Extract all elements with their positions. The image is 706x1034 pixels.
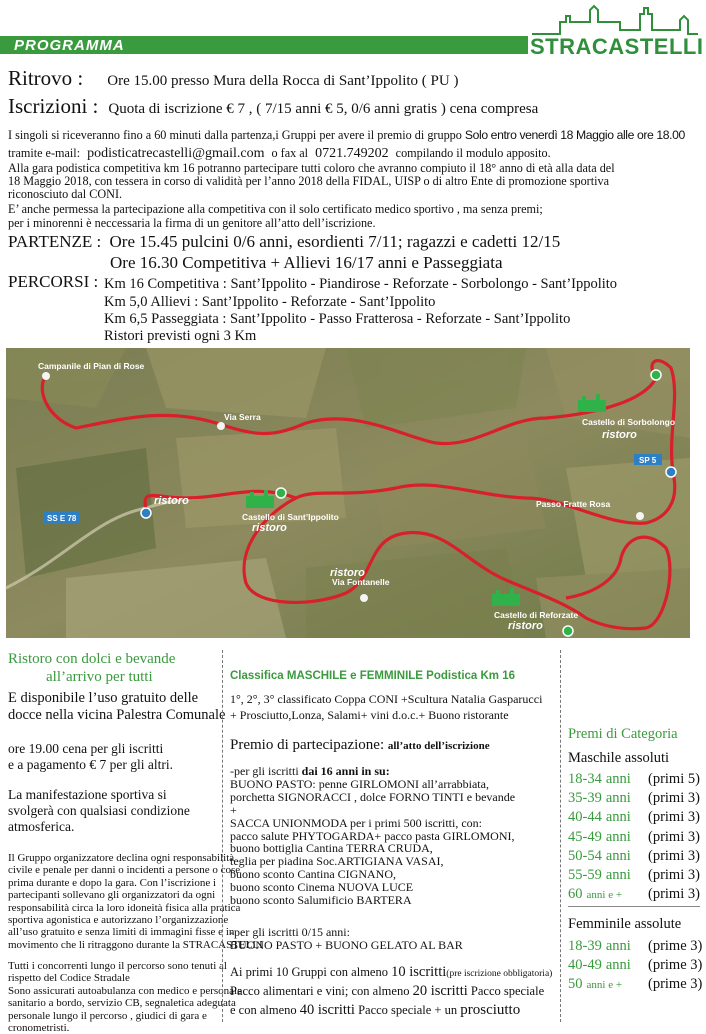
label-sp5: SP 5 [639,456,657,465]
category-prize: (prime 3) [648,957,703,974]
classifica-line-1: 1°, 2°, 3° classificato Coppa CONI +Scultura Natalia Gasparucci [230,692,543,706]
info-p1-deadline: Solo entro venerdì 18 Maggio alle ore 18.00 [464,128,685,142]
category-unit: anni [605,847,631,864]
info-p1: I singoli si riceveranno fino a 60 minuti dalla partenza,i Gruppi per avere il premio di gruppo [8,128,462,142]
gruppi-text: e con almeno [230,1003,297,1017]
ristoro-heading-2: all’arrivo per tutti [46,669,153,685]
gruppi-text: Pacco alimentari e vini; con almeno [230,984,410,998]
stracastelli-logo: STRACASTELLI [530,34,704,59]
classifica-line-2: + Prosciutto,Lonza, Salami+ vini d.o.c.+ Buono ristorante [230,708,509,722]
info-p5: riconosciuto dal CONI. [8,187,123,201]
category-prize: (primi 3) [648,790,700,807]
marker-ristoro-west [141,508,151,518]
disclaimer-line: civile e penale per danni o incidenti a persone o cose [8,864,241,877]
category-prize: (primi 3) [648,828,700,845]
safety-block [8,960,242,1034]
meteo-line-2: svolgerà con qualsiasi condizione [8,803,190,818]
categoria-title: Premi di Categoria [568,726,678,742]
gruppi-prize: prosciutto [460,1002,521,1018]
safety-line: personale lungo il percorso , giudici di gara e [8,1009,207,1022]
category-age: 18-39 [568,938,602,954]
premio-item: + [230,802,237,817]
marker-sorbolongo [651,370,661,380]
ristoro-sorbolongo: ristoro [602,429,637,441]
gruppi-text: Pacco speciale + un [358,1003,458,1017]
cena-line-1: ore 19.00 cena per gli iscritti [8,741,164,756]
gruppi-line-3 [230,1002,520,1019]
premio-title: Premio di partecipazione: [230,737,385,753]
gruppi-count: 40 iscritti [299,1002,355,1018]
premio-kids [230,926,463,952]
premio-kids-item: BUONO PASTO + BUONO GELATO AL BAR [230,937,463,952]
safety-line: rispetto del Codice Stradale [8,972,130,985]
disclaimer-line: partecipanti sollevano gli organizzatori da ogni [8,889,216,902]
premio-item: buono sconto Salumificio BARTERA [230,893,412,908]
safety-line: Tutti i concorrenti lungo il percorso sono tenuti al [8,960,227,972]
category-age: 55-59 [568,867,602,884]
disclaimer-line: movimento che li ritraggono durante la STRACASTELLI [8,938,263,951]
info-module-text: compilando il modulo apposito. [395,146,551,160]
category-age: 50-54 [568,847,602,864]
docce-line-1: E disponibile l’uso gratuito delle [8,690,199,706]
gruppi-count: 20 iscritti [412,983,468,999]
maschile-title: Maschile assoluti [568,750,670,766]
ristoro-fontanelle: ristoro [330,567,365,579]
percorso-5km: Km 5,0 Allievi : Sant’Ippolito - Reforzate - Sant’Ippolito [104,294,436,310]
iscrizioni-text: Quota di iscrizione € 7 , ( 7/15 anni € 5, 0/6 anni gratis ) cena compresa [108,101,539,117]
category-unit: anni e + [586,889,623,902]
gruppi-line-1 [230,964,552,981]
info-email-label: tramite e-mail: [8,146,81,160]
route-map [6,348,690,638]
disclaimer-line: Il Gruppo organizzatore declina ogni responsabilità [8,852,235,864]
femminile-title: Femminile assolute [568,916,682,932]
safety-line: cronometristi. [8,1022,70,1034]
gruppi-count: 10 iscritti [391,964,447,980]
category-row [568,828,700,847]
premio-age-range: dai 16 anni in su: [301,764,390,778]
category-prize: (primi 3) [648,809,700,826]
partenze-line-1: Ore 15.45 pulcini 0/6 anni, esordienti 7/11; ragazzi e cadetti 12/15 [109,232,561,251]
premio-list [230,765,515,907]
castle-skyline-icon [530,2,700,36]
cena-line-2: e a pagamento € 7 per gli altri. [8,757,173,772]
category-unit: anni [605,771,631,787]
gruppi-line-2 [230,983,544,1000]
category-prize: (primi 3) [648,847,700,864]
disclaimer-line: sportiva agonistica e autorizzano l’organizzazione [8,914,229,927]
premio-note: all’atto dell’iscrizione [387,740,490,752]
label-passo: Passo Fratte Rosa [536,499,611,509]
category-row [568,885,700,905]
safety-line: sanitario a bordo, servizio CB, segnaletica adeguata [8,997,236,1010]
femminile-list [568,937,703,996]
marker-sp5 [666,467,676,477]
premio-item: buono sconto Cantina CIGNANO, [230,867,396,882]
label-via-fontanelle: Via Fontanelle [332,577,390,587]
disclaimer-line: responsabilità circa la loro idoneità fisica alla pratica [8,901,241,914]
maschile-list [568,770,700,905]
iscrizioni-row [8,94,538,119]
premio-heading [230,737,490,754]
disclaimer-line: prima durante e dopo la gara. Con l’iscrizione i [8,876,217,889]
ritrovo-row [8,66,458,91]
info-fax-label: o fax al [271,146,309,160]
category-row [568,789,700,808]
ristoro-santippolito: ristoro [252,522,287,534]
category-row [568,808,700,827]
label-via-serra: Via Serra [224,412,261,422]
premio-item: pacco salute PHYTOGARDA+ pacco pasta GIRLOMONI, [230,828,515,843]
category-age: 40-44 [568,809,602,826]
premio-item: buono sconto Cinema NUOVA LUCE [230,880,414,895]
premio-item: buono bottiglia Cantina TERRA CRUDA, [230,841,433,856]
label-santippolito: Castello di Sant’Ippolito [242,512,339,522]
ritrovo-text: Ore 15.00 presso Mura della Rocca di Sant’Ippolito ( PU ) [107,73,459,89]
percorso-6km: Km 6,5 Passeggiata : Sant’Ippolito - Passo Fratterosa - Reforzate - Sant’Ippolito [104,311,571,327]
ristori-note: Ristori previsti ogni 3 Km [104,328,257,344]
label-ss: SS E 78 [47,514,77,523]
premio-item: SACCA UNIONMODA per i primi 500 iscritti, con: [230,815,482,830]
iscrizioni-label: Iscrizioni : [8,94,99,118]
category-prize: (primi 5) [648,771,700,787]
category-prize: (prime 3) [648,976,703,993]
category-unit: anni [605,938,631,954]
premio-kids-label: -per gli iscritti 0/15 anni: [230,925,350,939]
safety-line: Sono assicurati autoabulanza con medico e personale [8,984,242,997]
percorso-16km: Km 16 Competitiva : Sant’Ippolito - Piandirose - Reforzate - Sorbolongo - Sant’Ippolito [104,276,618,292]
marker-via-serra [217,422,225,430]
marker-via-fontanelle [360,594,368,602]
category-age: 40-49 [568,957,602,974]
contact-email[interactable]: podisticatrecastelli@gmail.com [87,146,265,161]
partenze-row-1 [8,232,560,252]
category-age: 45-49 [568,828,602,845]
label-reforzate: Castello di Reforzate [494,610,579,620]
info-line-2 [8,146,551,161]
column-divider-right [560,650,561,1022]
gruppi-note: (pre iscrizione obbligatoria) [446,969,553,979]
contact-fax: 0721.749202 [315,146,389,161]
premio-item: porchetta SIGNORACCI , dolce FORNO TINTI e bevande [230,789,516,804]
premio-item: teglia per piadina Soc.ARTIGIANA VASAI, [230,854,444,869]
label-campanile: Campanile di Pian di Rose [38,361,145,371]
marker-campanile [42,372,50,380]
marker-santippolito [276,488,286,498]
info-p7: per i minorenni è neccessaria la firma di un genitore all’atto dell’iscrizione. [8,216,376,230]
category-prize: (primi 3) [648,886,700,903]
category-age: 60 [568,886,583,903]
category-row [568,956,703,975]
category-unit: anni [605,957,631,974]
gruppi-text: Pacco speciale [470,984,545,998]
route-map-svg [6,348,690,638]
column-divider-left [222,650,223,1022]
info-p6: E’ anche permessa la partecipazione alla competitiva con il solo certificato medico sportivo , ma senza premi; [8,202,543,216]
ritrovo-label: Ritrovo : [8,66,84,90]
marker-passo [636,512,644,520]
category-age: 50 [568,976,583,993]
category-prize: (primi 3) [648,867,700,884]
label-sorbolongo: Castello di Sorbolongo [582,417,676,427]
category-row [568,866,700,885]
meteo-line-1: La manifestazione sportiva si [8,787,167,802]
ristoro-heading-1: Ristoro con dolci e bevande [8,651,176,667]
category-age: 18-34 [568,771,602,787]
category-age: 35-39 [568,790,602,807]
category-row [568,937,703,956]
disclaimer-block [8,852,263,951]
docce-line-2: docce nella vicina Palestra Comunale [8,707,226,723]
category-prize: (prime 3) [648,938,703,954]
info-p4: 18 Maggio 2018, con tessera in corso di validità per l’anno 2018 della FIDAL, UISP o di altro Ente di promozione sportiva [8,174,610,188]
category-unit: anni [605,867,631,884]
category-row [568,847,700,866]
category-unit: anni [605,790,631,807]
gruppi-text: Ai primi 10 Gruppi con almeno [230,965,388,979]
ristoro-reforzate: ristoro [508,620,543,632]
percorsi-label: PERCORSI : [8,272,99,291]
category-row [568,975,703,995]
premio-age-label: -per gli iscritti [230,764,299,778]
partenze-label: PARTENZE : [8,232,102,251]
info-line-1 [8,128,685,142]
ristoro-west: ristoro [154,495,189,507]
category-unit: anni [605,809,631,826]
premio-item: BUONO PASTO: penne GIRLOMONI all’arrabbiata, [230,776,489,791]
category-unit: anni e + [586,979,623,992]
category-row [568,770,700,789]
meteo-line-3: atmosferica. [8,819,75,834]
classifica-heading: Classifica MASCHILE e FEMMINILE Podistica Km 16 [230,670,516,682]
marker-reforzate [563,626,573,636]
info-p3: Alla gara podistica competitiva km 16 potranno partecipare tutti coloro che avranno compiuto il 18° anno di età alla data del [8,161,615,175]
category-unit: anni [605,828,631,845]
disclaimer-line: all’uso gratuito e senza limiti di immagini fisse e in [8,926,235,939]
partenze-line-2: Ore 16.30 Competitiva + Allievi 16/17 anni e Passeggiata [110,253,503,272]
category-separator [568,906,700,907]
program-title: PROGRAMMA [14,37,125,54]
